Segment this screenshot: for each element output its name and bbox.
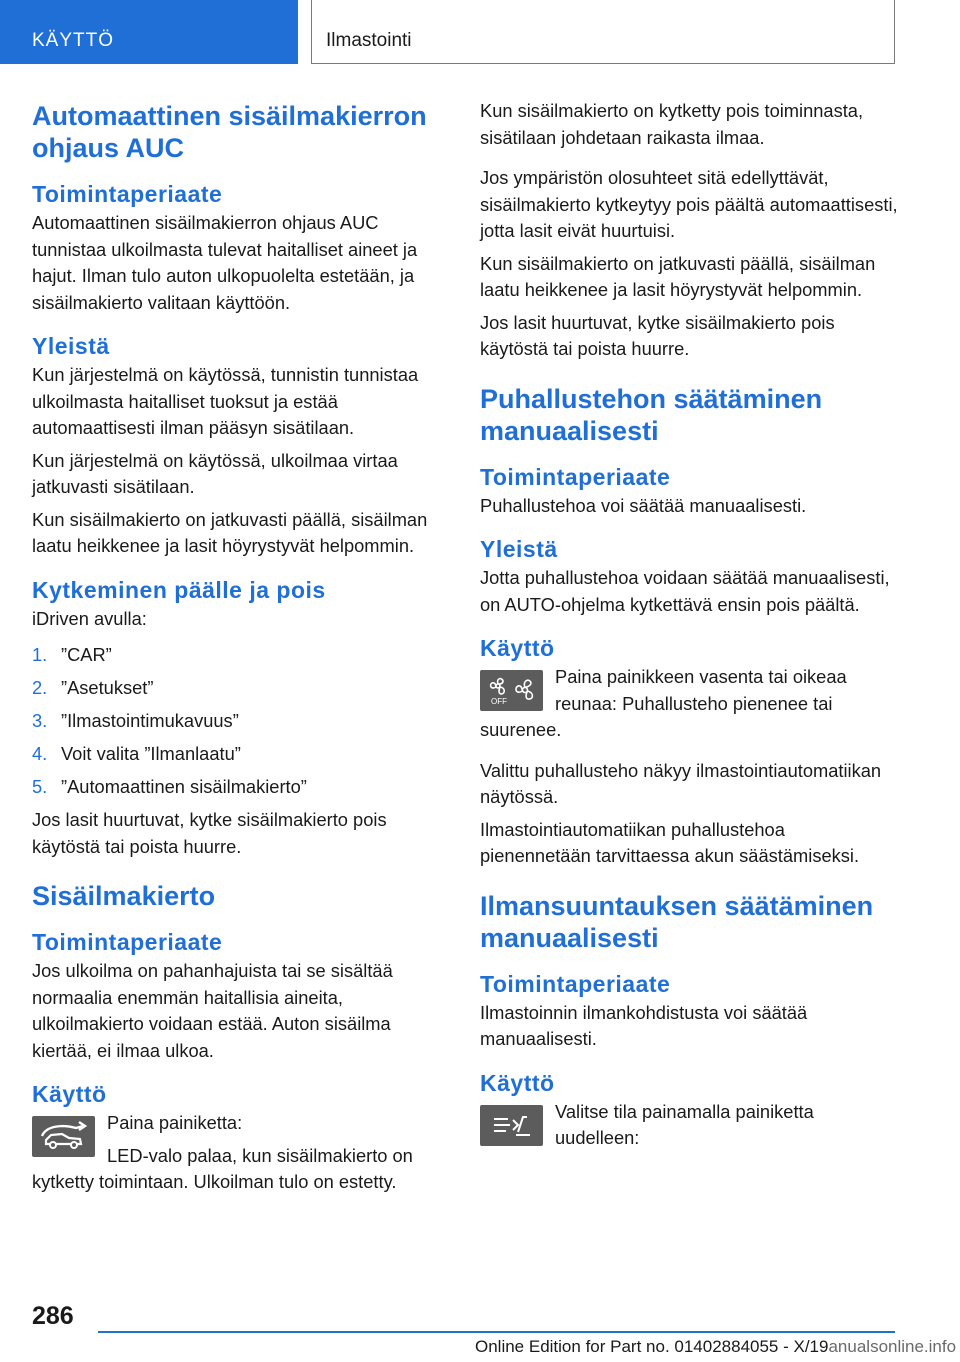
direction-usage-heading: Käyttö [480, 1069, 555, 1096]
step-text: Voit valita ”Ilmanlaatu” [61, 743, 241, 764]
list-item [32, 642, 450, 669]
fan-usage-text: Paina painikkeen vasenta tai oikeaa reunaa: Puhallusteho pienenee tai suurenee. [480, 666, 847, 740]
fan-paragraph-3: Ilmastointiautomatiikan puhallustehoa pienennetään tarvittaessa akun säästämiseksi. [480, 818, 860, 866]
step-number: 4. [32, 743, 48, 764]
fan-icon-off-label: OFF [491, 697, 507, 706]
fan-general-heading: Yleistä [480, 536, 558, 562]
right-column [480, 98, 898, 1158]
fan-principle-heading: Toimintaperiaate [480, 463, 671, 490]
switch-heading: Kytkeminen päälle ja pois [32, 576, 326, 603]
direction-principle-heading: Toimintaperiaate [480, 970, 671, 997]
fan-usage-heading: Käyttö [480, 635, 555, 661]
footer-watermark: anualsonline.info [828, 1337, 957, 1356]
footer-edition-text: Online Edition for Part no. 01402884055 - X/19 [475, 1337, 829, 1356]
list-item [32, 774, 450, 801]
idrive-steps-list [32, 642, 450, 801]
page-number: 286 [32, 1302, 74, 1330]
recirc-title: Sisäilmakierto [32, 881, 216, 911]
step-text: ”CAR” [61, 644, 112, 665]
continued-paragraph-3: Kun sisäilmakierto on jatkuvasti päällä, sisäilman laatu heikkenee ja lasit höyrystyvät helpommin. [480, 252, 876, 300]
list-item [32, 741, 450, 768]
recirc-usage-block [32, 1110, 450, 1196]
air-distribution-button-icon [480, 1105, 543, 1146]
footer-divider [98, 1331, 895, 1333]
fan-principle-text: Puhallustehoa voi säätää manuaalisesti. [480, 494, 807, 516]
auc-title: Automaattinen sisäilmakierron ohjaus AUC [32, 101, 427, 163]
header-section-tab [0, 0, 298, 64]
switch-intro: iDriven avulla: [32, 607, 147, 629]
recirc-principle-heading: Toimintaperiaate [32, 929, 223, 955]
fan-general-text: Jotta puhallustehoa voidaan säätää manuaalisesti, on AUTO-ohjelma kytkettävä ensin pois päältä. [480, 567, 890, 615]
left-column [32, 100, 450, 1202]
step-text: ”Ilmastointimukavuus” [61, 710, 239, 731]
step-number: 5. [32, 776, 48, 797]
step-number: 2. [32, 677, 48, 698]
header-chapter-label: Ilmastointi [326, 30, 412, 51]
step-text: ”Asetukset” [61, 677, 154, 698]
direction-usage-text: Valitse tila painamalla painiketta uudelleen: [555, 1100, 814, 1148]
step-number: 3. [32, 710, 48, 731]
usage-heading: Käyttö [32, 1081, 107, 1107]
usage-text-2: LED-valo palaa, kun sisäilmakierto on kytketty toimintaan. Ulkoilman tulo on estetty. [32, 1144, 413, 1192]
switch-note: Jos lasit huurtuvat, kytke sisäilmakierto pois käytöstä tai poista huurre. [32, 809, 387, 857]
usage-text-1: Paina painiketta: [107, 1112, 243, 1133]
direction-usage-block [480, 1099, 898, 1152]
fan-paragraph-2: Valittu puhallusteho näkyy ilmastointiautomatiikan näytössä. [480, 759, 882, 807]
header-section-label: KÄYTTÖ [32, 30, 115, 51]
direction-title: Ilmansuuntauksen säätäminen manuaalisesti [480, 890, 874, 953]
step-number: 1. [32, 644, 48, 665]
auc-principle-text: Automaattinen sisäilmakierron ohjaus AUC tunnistaa ulkoilmasta tulevat haitalliset aineet ja hajut. Ilman tulo auton ulkopuolelta estetään, ja sisäilmakierto valitaan käyttöön. [32, 212, 418, 313]
list-item [32, 675, 450, 702]
list-item [32, 708, 450, 735]
auc-principle-heading: Toimintaperiaate [32, 181, 223, 207]
continued-paragraph-2: Jos ympäristön olosuhteet sitä edellyttävät, sisäilmakierto kytkeytyy pois päältä automaattisesti, jotta lasit eivät huurtuisi. [480, 167, 898, 241]
continued-paragraph-1: Kun sisäilmakierto on kytketty pois toiminnasta, sisätilaan johdetaan raikasta ilmaa. [480, 100, 864, 148]
fan-title: Puhallustehon säätäminen manuaalisesti [480, 383, 823, 446]
step-text: ”Automaattinen sisäilmakierto” [61, 776, 307, 797]
general-paragraph-3: Kun sisäilmakierto on jatkuvasti päällä, sisäilman laatu heikkenee ja lasit höyrystyvät helpommin. [32, 508, 428, 556]
recirc-principle-text: Jos ulkoilma on pahanhajuista tai se sisältää normaalia enemmän haitallisia aineita, ulkoilmakierto voidaan estää. Auton sisäilma kiertää, ei ilmaa ulkoa. [32, 960, 393, 1061]
direction-principle-text: Ilmastoinnin ilmankohdistusta voi säätää manuaalisesti. [480, 1001, 808, 1049]
continued-paragraph-4: Jos lasit huurtuvat, kytke sisäilmakierto pois käytöstä tai poista huurre. [480, 311, 835, 359]
header-chapter-tab [311, 0, 895, 64]
general-paragraph-2: Kun järjestelmä on käytössä, ulkoilmaa virtaa jatkuvasti sisätilaan. [32, 449, 398, 497]
fan-button-icon [480, 670, 543, 711]
footer-edition [475, 1337, 956, 1357]
fan-usage-block [480, 664, 898, 744]
general-heading: Yleistä [32, 333, 110, 359]
recirculation-button-icon [32, 1116, 95, 1157]
general-paragraph-1: Kun järjestelmä on käytössä, tunnistin tunnistaa ulkoilmasta haitalliset tuoksut ja estää automaattisesti ilman pääsyn sisätilaan. [32, 364, 419, 438]
